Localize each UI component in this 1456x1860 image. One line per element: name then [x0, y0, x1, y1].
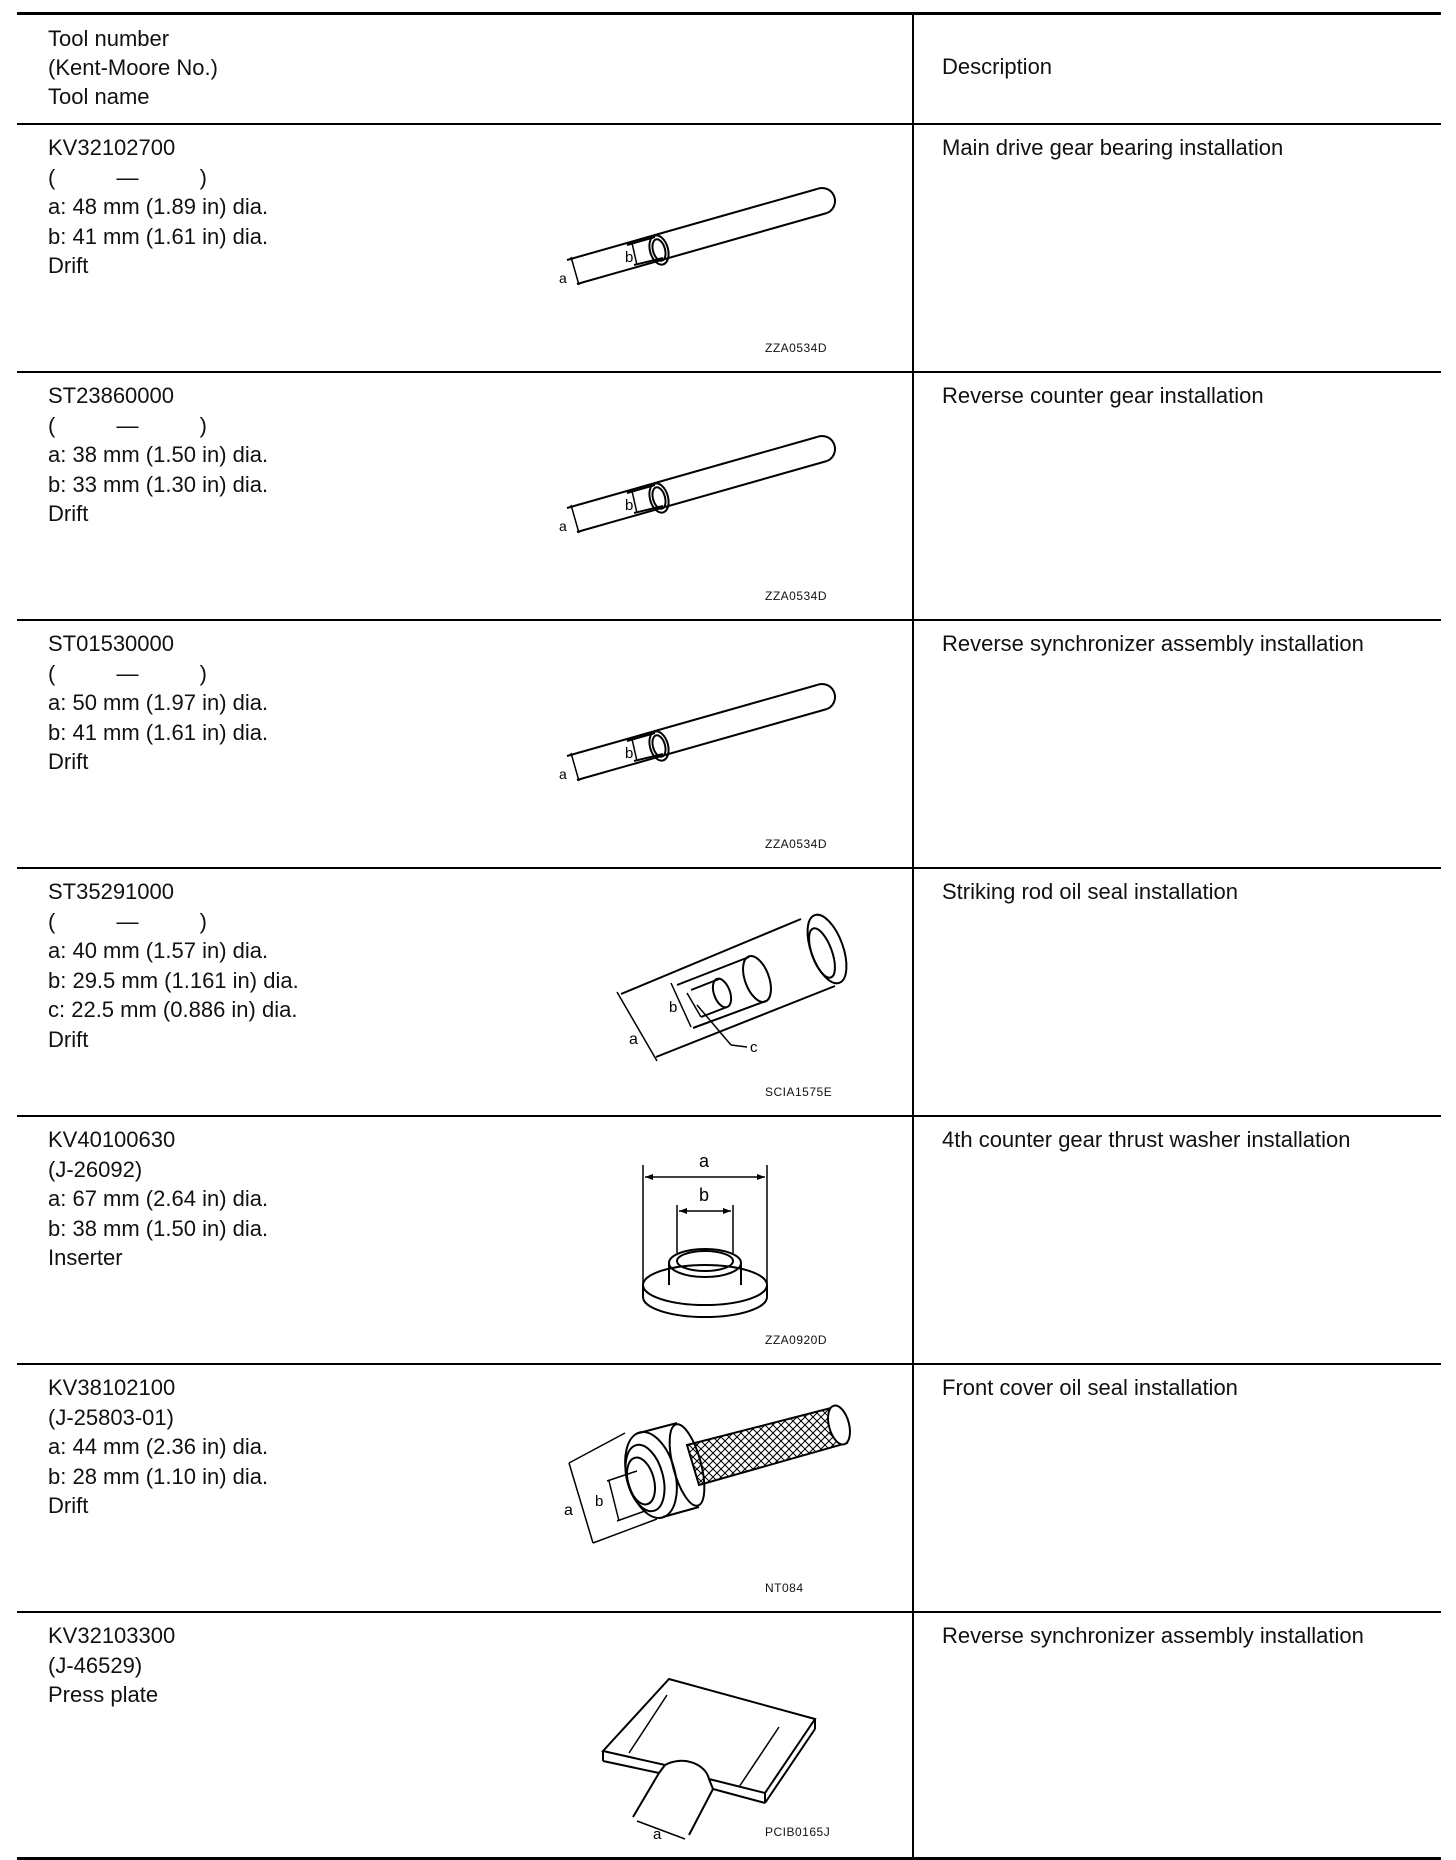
tool-spec: [48, 1125, 268, 1273]
tool-description: Reverse synchronizer assembly installation: [942, 1623, 1364, 1648]
table-row: [17, 1365, 1441, 1613]
dimension-a: a: 50 mm (1.97 in) dia.: [48, 690, 269, 715]
dimension-b: b: 41 mm (1.61 in) dia.: [48, 719, 269, 745]
inserter-ring-icon: [517, 1145, 877, 1345]
table-row: [17, 621, 1441, 869]
figure-label-b: b: [625, 745, 634, 762]
drift-tube-icon: [517, 401, 877, 601]
dimension-a: a: 67 mm (2.64 in) dia.: [48, 1186, 269, 1211]
tool-number: ST01530000: [48, 631, 174, 656]
figure-label-a: a: [559, 766, 567, 782]
tool-name: Inserter: [48, 1245, 123, 1270]
header-description: Description: [942, 54, 1053, 79]
figure-label-b: b: [669, 999, 678, 1016]
tool-description: Front cover oil seal installation: [942, 1375, 1238, 1400]
figure-label-b: b: [699, 1185, 710, 1205]
tool-number: ST23860000: [48, 383, 174, 408]
header-kent-moore: (Kent-Moore No.): [48, 55, 218, 80]
kent-moore-number: ( — ): [48, 412, 207, 438]
table-row: [17, 125, 1441, 373]
header-tool-column: [48, 24, 218, 111]
tool-number: KV32102700: [48, 135, 176, 160]
drift-tube-icon: [517, 153, 877, 353]
tool-name: Drift: [48, 253, 89, 278]
figure-label-a: a: [564, 1502, 573, 1519]
tool-spec: [48, 381, 268, 529]
tool-description: Striking rod oil seal installation: [942, 879, 1238, 904]
table-row: [17, 1613, 1441, 1857]
figure-code: ZZA0534D: [765, 837, 828, 851]
table-row: [17, 373, 1441, 621]
figure-code: SCIA1575E: [765, 1085, 833, 1099]
kent-moore-number: (J-26092): [48, 1156, 143, 1182]
table-top-rule: [17, 12, 1441, 15]
figure-code: ZZA0534D: [765, 589, 828, 603]
tool-number: KV32103300: [48, 1623, 176, 1648]
tool-name: Drift: [48, 501, 89, 526]
dimension-b: b: 29.5 mm (1.161 in) dia.: [48, 967, 299, 993]
stepped-drift-icon: [517, 897, 877, 1097]
knurled-drift-icon: [517, 1393, 877, 1593]
tool-number: KV38102100: [48, 1375, 176, 1400]
figure-label-a: a: [699, 1151, 710, 1171]
dimension-a: a: 38 mm (1.50 in) dia.: [48, 442, 269, 467]
tool-spec: [48, 629, 268, 777]
header-tool-name: Tool name: [48, 84, 150, 109]
kent-moore-number: ( — ): [48, 660, 207, 686]
tool-number: KV40100630: [48, 1127, 176, 1152]
figure-code: PCIB0165J: [765, 1825, 831, 1839]
tool-description: Reverse counter gear installation: [942, 383, 1264, 408]
kent-moore-number: (J-25803-01): [48, 1404, 174, 1430]
table-row: [17, 869, 1441, 1117]
tool-description: Reverse synchronizer assembly installation: [942, 631, 1364, 656]
figure-code: ZZA0534D: [765, 341, 828, 355]
kent-moore-number: ( — ): [48, 908, 207, 934]
tool-spec: [48, 1621, 175, 1710]
tool-spec: [48, 877, 299, 1054]
figure-code: NT084: [765, 1581, 804, 1595]
header-tool-number: Tool number: [48, 26, 170, 51]
drift-tube-icon: [517, 649, 877, 849]
figure-label-b: b: [595, 1493, 604, 1510]
dimension-b: b: 33 mm (1.30 in) dia.: [48, 471, 269, 497]
tool-name: Drift: [48, 1026, 89, 1052]
kent-moore-number: (J-46529): [48, 1652, 143, 1678]
tool-name: Press plate: [48, 1682, 159, 1707]
dimension-c: c: 22.5 mm (0.886 in) dia.: [48, 997, 298, 1022]
figure-code: ZZA0920D: [765, 1333, 828, 1347]
figure-label-a: a: [629, 1031, 638, 1048]
tool-name: Drift: [48, 749, 89, 774]
figure-label-a: a: [559, 270, 567, 286]
figure-label-a: a: [559, 518, 567, 534]
press-plate-icon: [517, 1641, 877, 1841]
tool-number: ST35291000: [48, 879, 174, 904]
tool-description: 4th counter gear thrust washer installation: [942, 1127, 1351, 1152]
figure-label-b: b: [625, 497, 634, 514]
dimension-b: b: 38 mm (1.50 in) dia.: [48, 1215, 269, 1241]
dimension-b: b: 28 mm (1.10 in) dia.: [48, 1463, 269, 1489]
figure-label-a: a: [653, 1826, 662, 1841]
dimension-a: a: 48 mm (1.89 in) dia.: [48, 194, 269, 219]
tool-spec: [48, 1373, 268, 1521]
tool-name: Drift: [48, 1493, 89, 1518]
dimension-a: a: 44 mm (2.36 in) dia.: [48, 1434, 269, 1459]
tool-spec: [48, 133, 268, 281]
figure-label-c: c: [750, 1039, 758, 1056]
kent-moore-number: ( — ): [48, 164, 207, 190]
dimension-b: b: 41 mm (1.61 in) dia.: [48, 223, 269, 249]
tool-description: Main drive gear bearing installation: [942, 135, 1284, 160]
figure-label-b: b: [625, 249, 634, 266]
dimension-a: a: 40 mm (1.57 in) dia.: [48, 938, 269, 963]
table-row: [17, 1117, 1441, 1365]
